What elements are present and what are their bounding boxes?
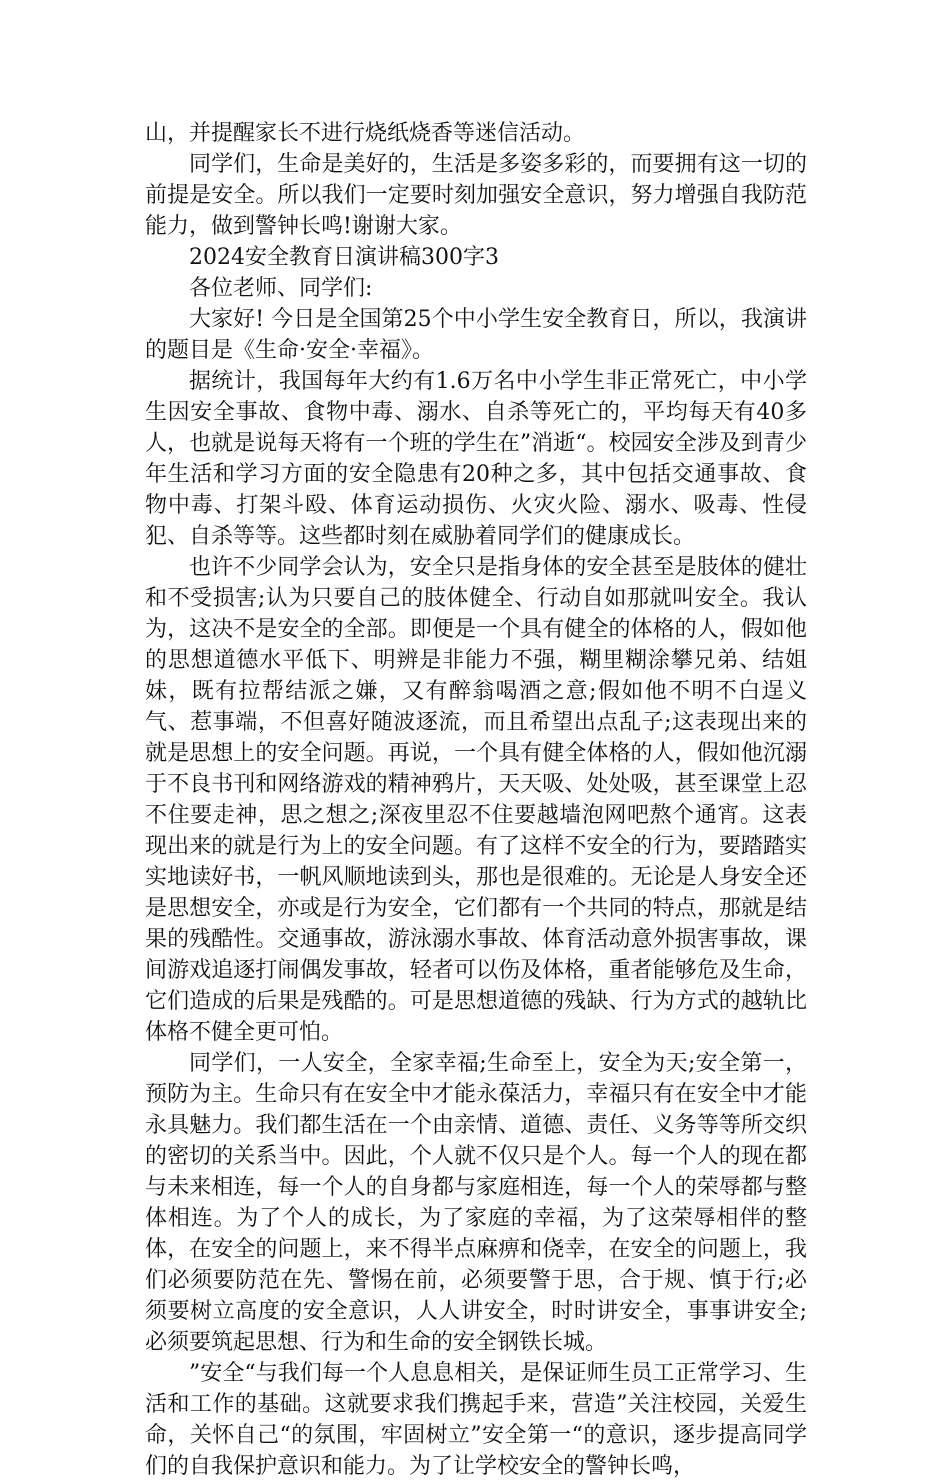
paragraph-statistics: 据统计，我国每年大约有1.6万名中小学生非正常死亡，中小学生因安全事故、食物中毒、溺水、自杀等死亡的，平均每天有40多人，也就是说每天将有一个班的学生在”消逝“。校园安全涉及到青少年生活和学习方面的安全隐患有20种之多，其中包括交通事故、食物中毒、打架斗殴、体育运动损伤、火灾火险、溺水、吸毒、性侵犯、自杀等等。这些都时刻在威胁着同学们的健康成长。 <box>145 369 807 549</box>
document-page <box>145 118 807 1482</box>
speech-salutation: 各位老师、同学们: <box>189 276 373 301</box>
paragraph-safety-meaning: 也许不少同学会认为，安全只是指身体的安全甚至是肢体的健壮和不受损害;认为只要自己的肢体健全、行动自如那就叫安全。我认为，这决不是安全的全部。即便是一个具有健全的体格的人，假如他的思想道德水平低下、明辨是非能力不强，糊里糊涂攀兄弟、结姐妹，既有拉帮结派之嫌，又有醉翁喝酒之意;假如他不明不白逞义气、惹事端，不但喜好随波逐流，而且希望出点乱子;这表现出来的就是思想上的安全问题。再说，一个具有健全体格的人，假如他沉溺于不良书刊和网络游戏的精神鸦片，天天吸、处处吸，甚至课堂上忍不住要走神，思之想之;深夜里忍不住要越墙泡网吧熬个通宵。这表现出来的就是行为上的安全问题。有了这样不安全的行为，要踏踏实实地读好书，一帆风顺地读到头，那也是很难的。无论是人身安全还是思想安全，亦或是行为安全，它们都有一个共同的特点，那就是结果的残酷性。交通事故，游泳溺水事故、体育活动意外损害事故，课间游戏追逐打闹偶发事故，轻者可以伤及体格，重者能够危及生命，它们造成的后果是残酷的。可是思想道德的残缺、行为方式的越轨比体格不健全更可怕。 <box>145 555 807 1045</box>
speech-title: 2024安全教育日演讲稿300字3 <box>189 245 499 270</box>
paragraph-conclusion: 同学们，生命是美好的，生活是多姿多彩的，而要拥有这一切的前提是安全。所以我们一定要时刻加强安全意识，努力增强自我防范能力，做到警钟长鸣!谢谢大家。 <box>145 152 807 239</box>
paragraph-safety-foundation: ”安全“与我们每一个人息息相关，是保证师生员工正常学习、生活和工作的基础。这就要求我们携起手来，营造”关注校园，关爱生命，关怀自己“的氛围，牢固树立”安全第一“的意识，逐步提高同学们的自我保护意识和能力。为了让学校安全的警钟长鸣， <box>145 1361 807 1479</box>
paragraph-closing-fragment: 山，并提醒家长不进行烧纸烧香等迷信活动。 <box>145 121 586 146</box>
paragraph-call-to-action: 同学们，一人安全，全家幸福;生命至上，安全为天;安全第一，预防为主。生命只有在安全中才能永葆活力，幸福只有在安全中才能永具魅力。我们都生活在一个由亲情、道德、责任、义务等等所交织的密切的关系当中。因此，个人就不仅只是个人。每一个人的现在都与未来相连，每一个人的自身都与家庭相连，每一个人的荣辱都与整体相连。为了个人的成长，为了家庭的幸福，为了这荣辱相伴的整体，在安全的问题上，来不得半点麻痹和侥幸，在安全的问题上，我们必须要防范在先、警惕在前，必须要警于思，合于规、慎于行;必须要树立高度的安全意识，人人讲安全，时时讲安全，事事讲安全;必须要筑起思想、行为和生命的安全钢铁长城。 <box>145 1051 807 1355</box>
paragraph-greeting: 大家好! 今日是全国第25个中小学生安全教育日，所以，我演讲的题目是《生命·安全·幸福》。 <box>145 307 807 363</box>
